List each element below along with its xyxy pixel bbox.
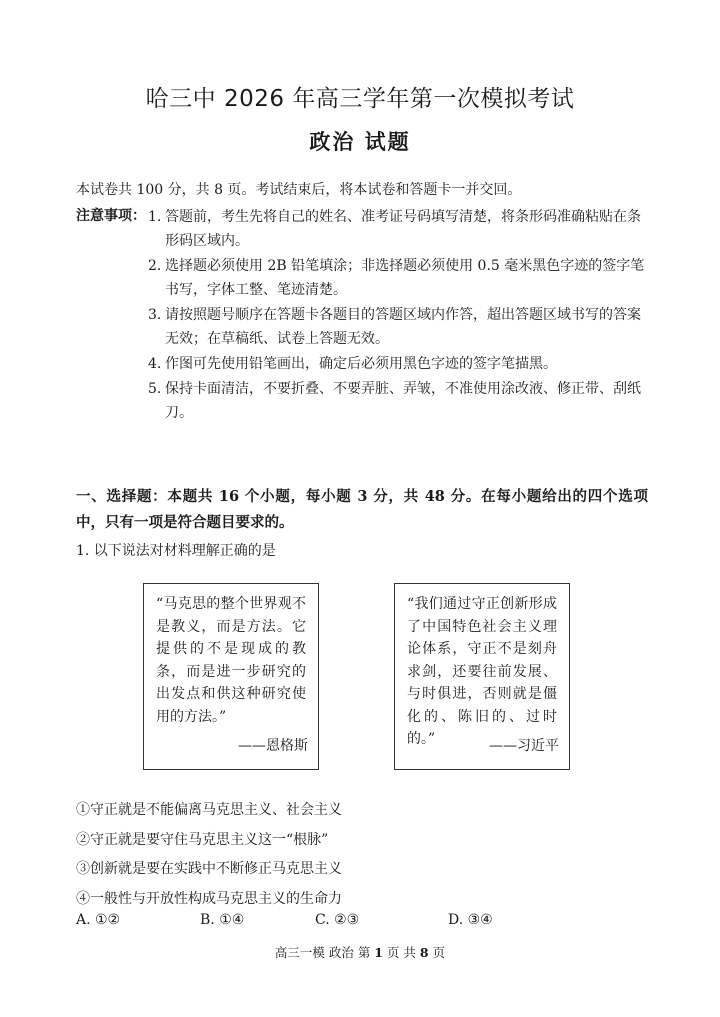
footer-page-number: 1 bbox=[374, 945, 383, 960]
notice-label: 注意事项： bbox=[76, 208, 146, 224]
choice-c[interactable]: C. ②③ bbox=[315, 912, 360, 928]
exam-title: 哈三中 2026 年高三学年第一次模拟考试 bbox=[145, 86, 575, 112]
statement-item: ①守正就是不能偏离马克思主义、社会主义 bbox=[76, 802, 342, 818]
exam-subtitle: 政治 试题 bbox=[309, 129, 411, 154]
notice-item bbox=[148, 303, 648, 351]
notice-list bbox=[148, 205, 648, 426]
notice-item bbox=[148, 352, 648, 376]
notice-text: 答题前，考生先将自己的姓名、准考证号码填写清楚，将条形码准确粘贴在条形码区域内。 bbox=[165, 209, 641, 249]
section-heading: 一、选择题：本题共 16 个小题，每小题 3 分，共 48 分。在每小题给出的四个选项中，只有一项是符合题目要求的。 bbox=[76, 488, 648, 531]
footer-prefix: 高三一模 政治 第 bbox=[274, 945, 375, 960]
quote-text: “我们通过守正创新形成了中国特色社会主义理论体系，守正不是刻舟求剑，还要往前发展、与时俱进，否则就是僵化的、陈旧的、过时的。” bbox=[407, 596, 557, 747]
notice-text: 选择题必须使用 2B 铅笔填涂；非选择题必须使用 0.5 毫米黑色字迹的签字笔书写，字体工整、笔迹清楚。 bbox=[165, 258, 645, 298]
quote-box-xi bbox=[394, 583, 570, 770]
quote-author: ——习近平 bbox=[489, 737, 559, 754]
notice-number: 3. bbox=[148, 307, 162, 323]
notice-text: 作图可先使用铅笔画出，确定后必须用黑色字迹的签字笔描黑。 bbox=[165, 356, 557, 372]
notice-number: 5. bbox=[148, 381, 162, 397]
quote-author: ——恩格斯 bbox=[238, 737, 308, 754]
footer-suffix: 页 bbox=[428, 945, 446, 960]
footer-total-pages: 8 bbox=[419, 945, 429, 960]
quote-box-engels bbox=[143, 583, 319, 770]
choice-d[interactable]: D. ③④ bbox=[448, 912, 493, 928]
statement-list bbox=[76, 796, 342, 914]
notice-item bbox=[148, 254, 648, 302]
notice-item bbox=[148, 377, 648, 425]
notice-number: 2. bbox=[148, 258, 162, 274]
footer-mid: 页 共 bbox=[383, 945, 420, 960]
page-footer bbox=[0, 943, 720, 961]
notice-item bbox=[148, 205, 648, 253]
statement-item: ④一般性与开放性构成马克思主义的生命力 bbox=[76, 890, 342, 907]
question-stem: 1. 以下说法对材料理解正确的是 bbox=[76, 543, 276, 559]
notice-text: 请按照题号顺序在答题卡各题目的答题区域内作答，超出答题区域书写的答案无效；在草稿纸、试卷上答题无效。 bbox=[165, 307, 641, 347]
notice-text: 保持卡面清洁，不要折叠、不要弄脏、弄皱，不准使用涂改液、修正带、刮纸刀。 bbox=[165, 381, 641, 421]
notice-number: 4. bbox=[148, 356, 162, 372]
statement-item: ③创新就是要在实践中不断修正马克思主义 bbox=[76, 861, 342, 877]
notice-number: 1. bbox=[148, 209, 162, 225]
choice-a[interactable]: A. ①② bbox=[76, 912, 121, 928]
intro-text: 本试卷共 100 分，共 8 页。考试结束后，将本试卷和答题卡一并交回。 bbox=[76, 182, 522, 198]
statement-item: ②守正就是要守住马克思主义这一“根脉” bbox=[76, 831, 329, 848]
quote-text: “马克思的整个世界观不是教义，而是方法。它提供的不是现成的教条，而是进一步研究的出发点和供这种研究使用的方法。” bbox=[156, 596, 306, 725]
choice-b[interactable]: B. ①④ bbox=[200, 912, 245, 928]
